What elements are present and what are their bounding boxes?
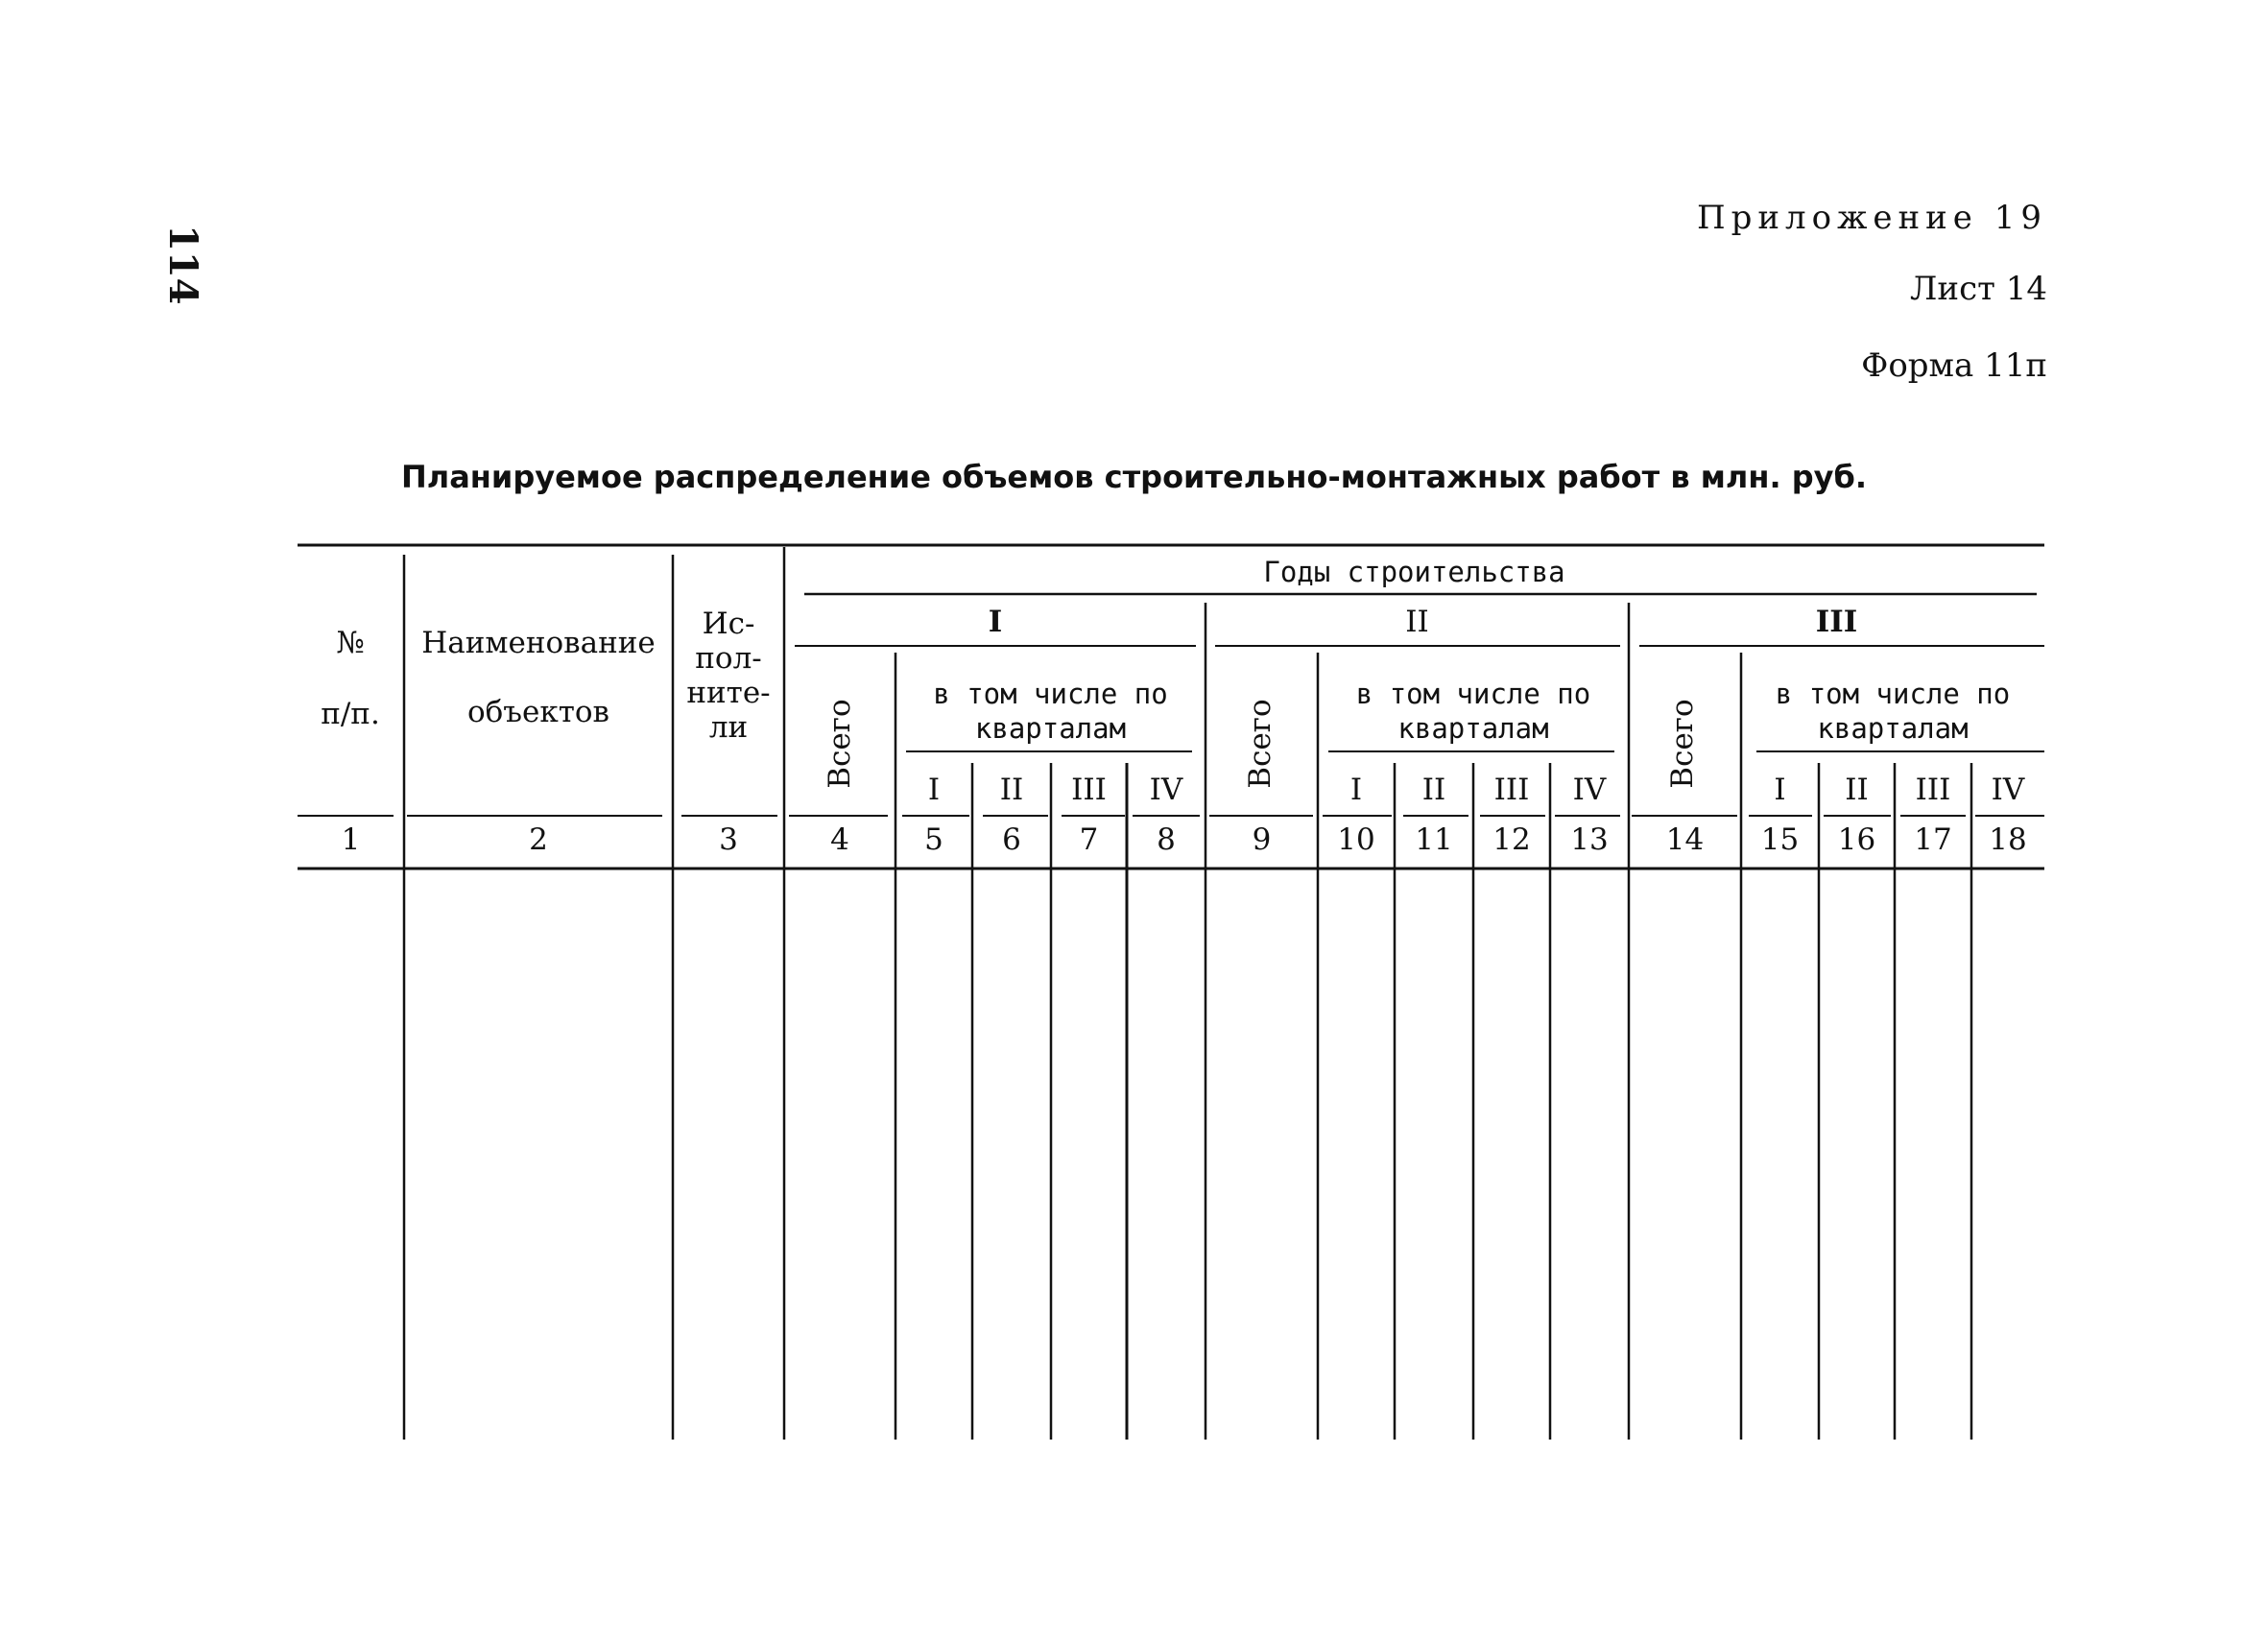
column-number: 11 — [1415, 822, 1453, 857]
year-2-label: II — [1405, 605, 1429, 639]
col-number-symbol: № — [336, 626, 365, 660]
year-1-quarter-3: III — [1071, 773, 1107, 807]
column-number: 6 — [1002, 822, 1021, 857]
col-name-line1: Наименование — [421, 626, 656, 660]
column-number: 17 — [1914, 822, 1952, 857]
year-1-quarter-4: IV — [1149, 773, 1183, 807]
year-1-quarter-2: II — [999, 773, 1024, 807]
year-1-quarter-1: I — [927, 773, 941, 807]
years-group-header: Годы строительства — [1263, 556, 1565, 588]
col-name-line2: объектов — [466, 695, 610, 729]
column-number: 8 — [1157, 822, 1176, 857]
col-exec-line1: Ис- — [702, 607, 755, 641]
column-number: 16 — [1837, 822, 1876, 857]
column-number: 9 — [1252, 822, 1272, 857]
col-number-label: п/п. — [321, 697, 380, 731]
year-2-quarters-line1: в том числе по — [1355, 678, 1591, 710]
year-3-quarters-line1: в том числе по — [1775, 678, 2011, 710]
year-3-quarter-4: IV — [1991, 773, 2025, 807]
column-number: 12 — [1492, 822, 1531, 857]
sheet-label: Лист 14 — [1910, 270, 2047, 308]
year-3-quarters-line2: кварталам — [1817, 712, 1969, 745]
column-number: 18 — [1989, 822, 2027, 857]
year-1-quarters-line1: в том числе по — [933, 678, 1168, 710]
form-label: Форма 11п — [1861, 346, 2047, 385]
col-exec-line4: ли — [708, 710, 749, 745]
year-2-quarters-line2: кварталам — [1397, 712, 1549, 745]
year-2-quarter-4: IV — [1572, 773, 1607, 807]
year-3-quarter-2: II — [1845, 773, 1869, 807]
column-number: 5 — [924, 822, 943, 857]
col-exec-line2: пол- — [695, 641, 762, 676]
col-exec-line3: ните- — [686, 676, 771, 710]
column-number: 4 — [830, 822, 849, 857]
year-3-total-label: Всего — [1665, 699, 1700, 789]
year-2-quarter-2: II — [1421, 773, 1446, 807]
page-number: 114 — [160, 225, 205, 305]
year-2-quarter-3: III — [1493, 773, 1530, 807]
column-number: 2 — [529, 822, 548, 857]
column-number: 1 — [341, 822, 361, 857]
column-number: 7 — [1079, 822, 1099, 857]
year-1-total-label: Всего — [823, 699, 857, 789]
year-3-quarter-3: III — [1915, 773, 1951, 807]
column-number: 13 — [1570, 822, 1609, 857]
column-number: 3 — [719, 822, 738, 857]
year-3-quarter-1: I — [1774, 773, 1786, 807]
table-title: Планируемое распределение объемов строительно-монтажных работ в млн. руб. — [400, 459, 1867, 495]
appendix-label: Приложение 19 — [1696, 199, 2047, 237]
column-number: 14 — [1665, 822, 1705, 857]
year-2-quarter-1: I — [1349, 773, 1363, 807]
year-3-label: III — [1815, 605, 1858, 639]
year-2-total-label: Всего — [1243, 699, 1277, 789]
year-1-label: I — [988, 605, 1003, 639]
column-number: 10 — [1337, 822, 1375, 857]
column-number: 15 — [1760, 822, 1800, 857]
year-1-quarters-line2: кварталам — [974, 712, 1127, 745]
